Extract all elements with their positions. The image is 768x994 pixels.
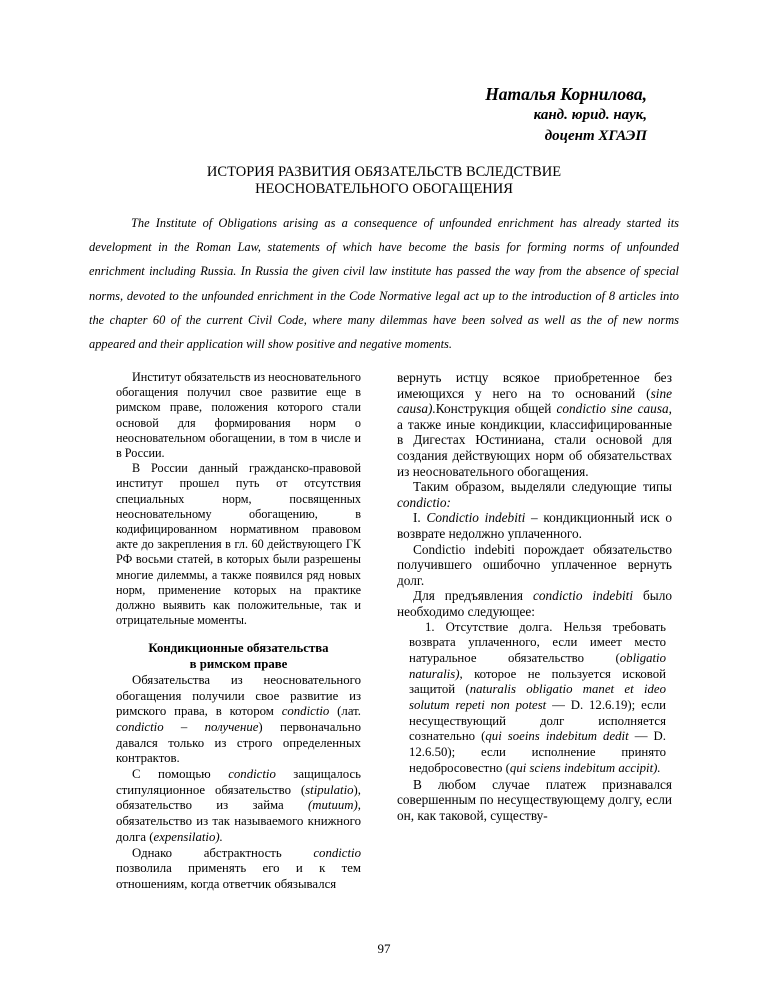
left-column <box>116 370 361 893</box>
text-run: Конструкция общей <box>435 401 557 417</box>
text-run: — D. 12.6.19); если несуществующий долг исполняется сознательно ( <box>409 698 667 744</box>
text-run: С помощью <box>132 767 229 782</box>
paragraph: Институт обязательств из неосновательного обогащения получил свое развитие еще в римском праве, положения которого стали основой для формирования норм о неосновательном обогащении, в том в числе и в России. <box>116 370 361 461</box>
page-number: 97 <box>377 941 391 956</box>
paragraph <box>116 673 361 767</box>
italic-term: expensilatio). <box>153 829 223 844</box>
text-run: Обязательства из неосновательного обогащения получили свое развитие из римского права, в котором <box>116 672 361 719</box>
text-run: которое не пользуется исковой защитой ( <box>409 666 666 697</box>
text-run: , а также иные кондикции, классифицированные в Дигестах Юстиниана, стали основой для создания действующих норм об обязательствах из неосновательного обогащения. <box>397 401 672 479</box>
paragraph <box>397 370 672 479</box>
author-name: Наталья Корнилова, <box>485 84 647 104</box>
italic-term: condictio <box>313 845 361 860</box>
italic-term: Condictio indebiti <box>426 510 526 526</box>
text-run: защищалось стипуляционное обязательство ( <box>116 767 362 797</box>
italic-term: condictio indebiti <box>532 588 634 604</box>
section-heading-line-1: Кондикционные обязательства <box>148 641 329 656</box>
text-run: ), обязательство из займа <box>116 782 361 813</box>
italic-term: condictio <box>228 767 276 782</box>
italic-term: naturalis obligatio manet et ideo solutum repeti non potest <box>409 682 666 713</box>
author-position: доцент ХГАЭП <box>544 128 647 144</box>
italic-term: condictio sine causa <box>556 401 669 417</box>
paragraph <box>397 510 672 541</box>
italic-term: qui sciens indebitum accipit). <box>509 760 661 775</box>
italic-term: obligatio naturalis), <box>409 650 666 681</box>
text-run: позволила применять его и к тем отношениям, когда ответчик обязывался <box>116 861 361 891</box>
text-run: — D. 12.6.50); если исполнение принято недобросовестно ( <box>409 729 666 775</box>
text-run: 1. Отсутствие долга. Нельзя требовать возврата уплаченного, если имеет место натуральное обязательство ( <box>409 619 666 665</box>
abstract: The Institute of Obligations arising as a consequence of unfounded enrichment has already started its development in the Roman Law, statements of which have become the basis for forming norms of unfounded enrichment including Russia. In Russia the given civil law institute has passed the way from the absence of special norms, devoted to the unfounded enrichment in the Code Normative legal act up to the introduction of 8 articles into the chapter 60 of the current Civil Code, where many dilemmas have been solved as well as the of new norms appeared and their application will show positive and negative moments. <box>89 216 679 352</box>
title-line-1: ИСТОРИЯ РАЗВИТИЯ ОБЯЗАТЕЛЬСТВ ВСЛЕДСТВИЕ <box>206 164 562 180</box>
section-heading-line-2: в римском праве <box>189 657 288 672</box>
text-run: ) первоначально давался только из строго определенных контрактов. <box>116 719 361 766</box>
text-run: , обязательство из так называемого книжного долга ( <box>116 798 361 844</box>
article-title <box>110 164 658 198</box>
right-column <box>397 370 672 823</box>
section-heading <box>116 641 361 672</box>
text-run: Однако абстрактность <box>132 845 314 860</box>
italic-term: condictio – получение <box>116 719 259 734</box>
text-run: было необходимо следующее: <box>397 588 672 619</box>
paragraph: Condictio indebiti порождает обязательство получившего ошибочно уплаченное вернуть долг. <box>397 541 672 588</box>
italic-term: (mutuum) <box>308 798 358 813</box>
text-run: I. <box>413 510 427 526</box>
italic-term: qui soeins indebitum dedit <box>485 729 629 744</box>
title-line-2: НЕОСНОВАТЕЛЬНОГО ОБОГАЩЕНИЯ <box>255 181 513 197</box>
paragraph <box>116 767 361 846</box>
text-run: (лат. <box>329 704 361 719</box>
paragraph: В России данный гражданско-правовой институт прошел путь от отсутствия специальных норм, посвященных неосновательному обогащению, в кодифицированном нормативном правовом акте до закрепления в гл. 60 действующего ГК РФ восьми статей, в которых были разрешены многие дилеммы, а также появился ряд новых норм, применение которых на практике должно выявить как положительные, так и отрицательные моменты. <box>116 461 361 628</box>
italic-term: condictio <box>281 704 330 719</box>
paragraph <box>397 620 672 777</box>
paragraph <box>116 846 361 893</box>
italic-term: stipulatio <box>305 782 354 797</box>
paragraph: В любом случае платеж признавался совершенным по несуществующему долгу, если он, как таковой, существу- <box>397 776 672 823</box>
text-run: Для предъявления <box>413 588 533 604</box>
text-run: – кондикционный иск о возврате недолжно уплаченного. <box>397 510 672 541</box>
italic-term: sine causa). <box>397 385 672 417</box>
italic-term: condictio: <box>397 494 451 510</box>
author-degree: канд. юрид. наук, <box>533 107 647 123</box>
paragraph <box>397 479 672 510</box>
text-run: Таким образом, выделяли следующие типы <box>413 479 672 495</box>
paragraph <box>397 588 672 619</box>
text-run: вернуть истцу всякое приобретенное без имеющихся у него на то оснований ( <box>397 370 672 401</box>
